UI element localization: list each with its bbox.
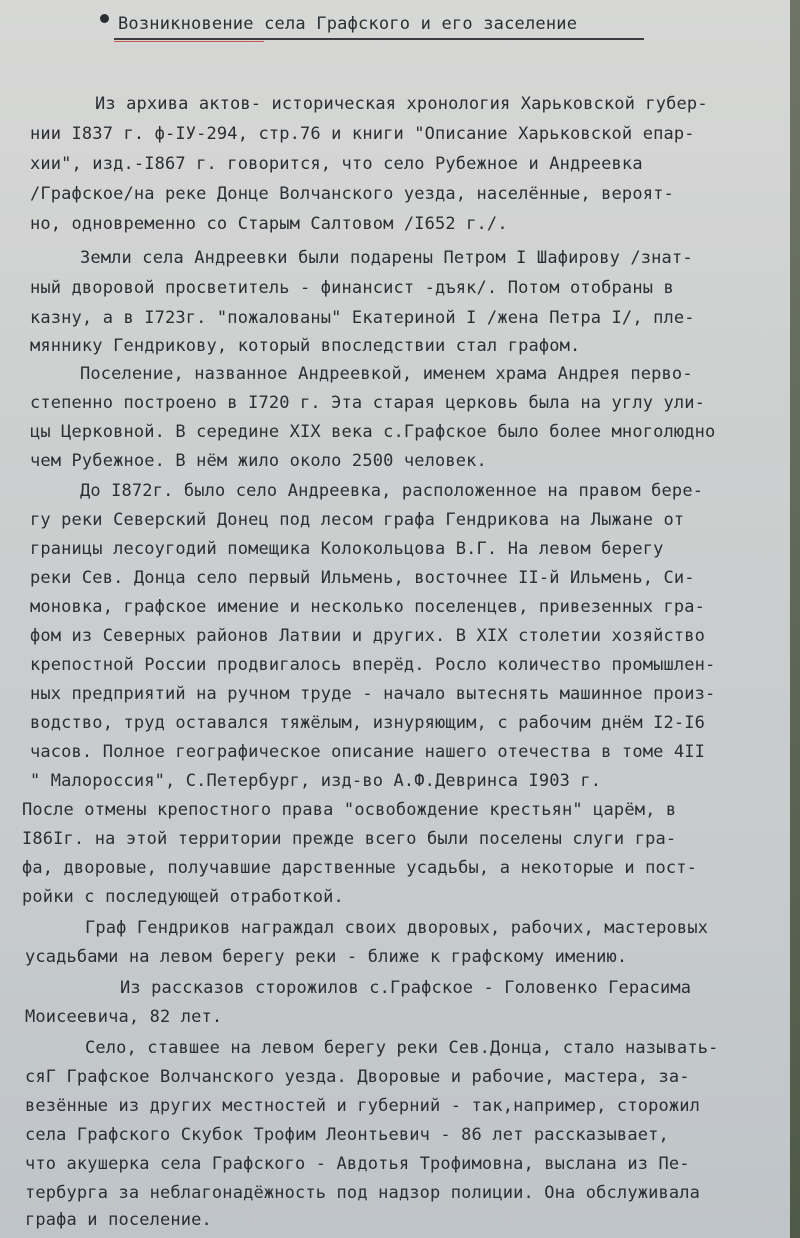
text-line: ройки с последующей отработкой.: [22, 887, 344, 907]
title-underline-accent: [114, 41, 264, 42]
text-line: водство, труд оставался тяжёлым, изнуряющим, с рабочим днём I2-I6: [30, 713, 706, 733]
text-line: хии", изд.-I867 г. говорится, что село Рубежное и Андреевка: [30, 154, 643, 174]
text-line: фа, дворовые, получавшие дарственные усадьбы, а некоторые и пост-: [22, 858, 698, 878]
text-line: везённые из других местностей и губерний - так,например, сторожил: [25, 1096, 701, 1116]
text-line: Моисеевича, 82 лет.: [25, 1007, 223, 1027]
text-line: фом из Северных районов Латвии и других. В XIX столетии хозяйство: [30, 626, 706, 646]
text-line: После отмены крепостного права "освобождение крестьян" царём, в: [22, 800, 677, 820]
text-line: I86Iг. на этой территории прежде всего были поселены слуги гра-: [22, 829, 677, 849]
text-line: Граф Гендриков награждал своих дворовых, рабочих, мастеровых: [85, 918, 709, 938]
text-line: часов. Полное географическое описание нашего отечества в томе 4II: [30, 742, 706, 762]
text-line: Поселение, названное Андреевкой, именем храма Андрея перво-: [80, 364, 693, 384]
text-line: тербурга за неблагонадёжность под надзор полиции. Она обслуживала: [25, 1183, 701, 1203]
text-line: села Графского Скубок Трофим Леонтьевич - 86 лет рассказывает,: [25, 1125, 669, 1145]
text-line: сяГ Графское Волчанского уезда. Дворовые и рабочие, мастера, за-: [25, 1067, 690, 1087]
text-line: графа и поселение.: [25, 1210, 212, 1230]
background-edge: [790, 0, 800, 1238]
text-line: нии I837 г. ф-IУ-294, стр.76 и книги "Описание Харьковской епар-: [30, 124, 695, 144]
text-line: усадьбами на левом берегу реки - ближе к графскому имению.: [25, 947, 628, 967]
text-line: До I872г. было село Андреевка, расположенное на правом бере-: [80, 481, 704, 501]
text-line: что акушерка села Графского - Авдотья Трофимовна, выслана из Пе-: [25, 1154, 690, 1174]
text-line: Земли села Андреевки были подарены Петром I Шафирову /знат-: [80, 248, 693, 268]
text-line: ный дворовой просветитель - финансист -дъяк/. Потом отобраны в: [30, 278, 674, 298]
text-line: но, одновременно со Старым Салтовом /I652 г./.: [30, 214, 508, 234]
text-line: моновка, графское имение и несколько поселенцев, привезенных гра-: [30, 597, 706, 617]
text-line: казну, а в I723г. "пожалованы" Екатериной I /жена Петра I/, пле-: [30, 308, 695, 328]
title-underline: [114, 38, 644, 40]
text-line: ных предприятий на ручном труде - начало вытеснять машинное произ-: [30, 684, 716, 704]
bullet-mark: [100, 14, 109, 23]
text-line: " Малороссия", С.Петербург, изд-во А.Ф.Девринса I903 г.: [30, 771, 602, 791]
text-line: границы лесоугодий помещика Колокольцова В.Г. На левом берегу: [30, 539, 664, 559]
text-line: /Графское/на реке Донце Волчанского уезда, населённые, вероят-: [30, 184, 674, 204]
text-line: гу реки Северский Донец под лесом графа Гендрикова на Лыжане от: [30, 510, 685, 530]
text-line: чем Рубежное. В нём жило около 2500 человек.: [30, 451, 487, 471]
text-line: цы Церковной. В середине XIX века с.Графское было более многолюдно: [30, 422, 716, 442]
text-line: Село, ставшее на левом берегу реки Сев.Донца, стало называть-: [85, 1038, 719, 1058]
text-line: Из рассказов сторожилов с.Графское - Головенко Герасима: [120, 978, 692, 998]
document-title: Возникновение села Графского и его заселение: [118, 14, 578, 34]
text-line: мяннику Гендрикову, который впоследствии стал графом.: [30, 336, 581, 356]
text-line: реки Сев. Донца село первый Ильмень, восточнее II-й Ильмень, Си-: [30, 568, 695, 588]
text-line: степенно построено в I720 г. Эта старая церковь была на углу ули-: [30, 393, 706, 413]
text-line: крепостной России продвигалось вперёд. Росло количество промышлен-: [30, 655, 716, 675]
text-line: Из архива актов- историческая хронология Харьковской губер-: [95, 94, 708, 114]
